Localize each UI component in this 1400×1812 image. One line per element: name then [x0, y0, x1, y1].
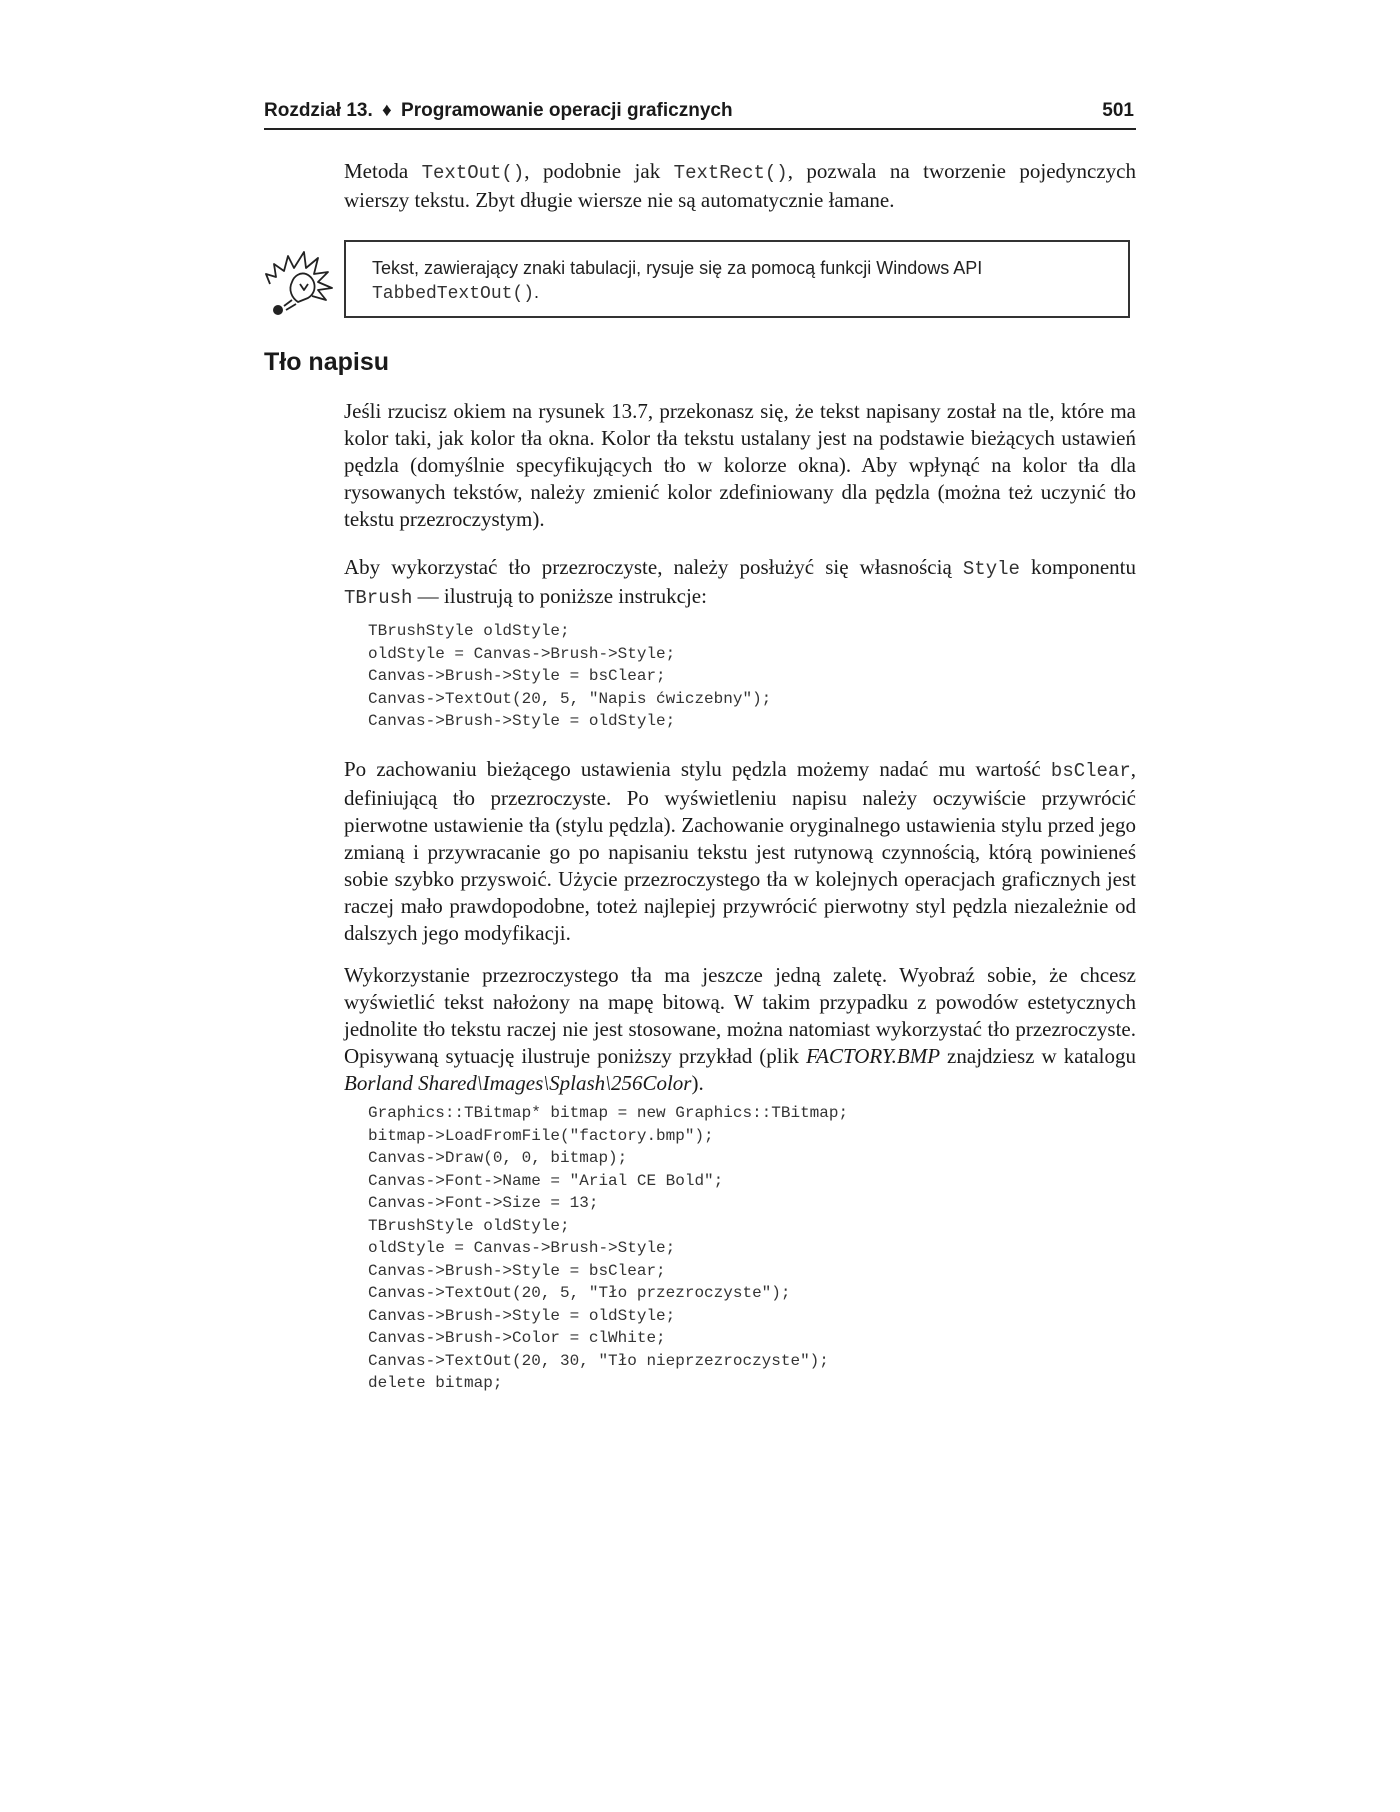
chapter-name: Programowanie operacji graficznych — [401, 100, 733, 121]
para4-text-a: Po zachowaniu bieżącego ustawienia stylu pędzla możemy nadać mu wartość — [344, 757, 1051, 781]
para4-text-b: , definiującą tło przezroczyste. Po wyświetleniu napisu należy oczywiście przywrócić pierwotne ustawienie tła (stylu pędzla). Zachowanie oryginalnego ustawienia stylu przed jego zmianą i przywracanie go po napisaniu tekstu jest rutynową czynnością, którą powinieneś sobie szybko przyswoić. Użycie przezroczystego tła w kolejnych operacjach graficznych jest raczej mało prawdopodobne, toteż najlepiej przywrócić pierwotny styl pędzla niezależnie od dalszych jego modyfikacji. — [344, 757, 1136, 945]
paragraph-transparent-style — [344, 554, 1136, 612]
intro-text-a: Metoda — [344, 159, 422, 183]
light-bulb-icon — [262, 244, 336, 318]
code-line: Canvas->TextOut(20, 30, "Tło nieprzezroczyste"); — [368, 1351, 829, 1370]
chapter-title — [264, 100, 733, 122]
intro-paragraph — [344, 158, 1136, 214]
paragraph-bsclear — [344, 756, 1136, 947]
code-block-brush-style — [368, 620, 771, 733]
inline-code-tbrush: TBrush — [344, 587, 413, 609]
para5-text-c: ). — [691, 1071, 704, 1095]
filename-factory: FACTORY.BMP — [806, 1044, 941, 1068]
code-line: oldStyle = Canvas->Brush->Style; — [368, 644, 676, 663]
code-line: Canvas->Draw(0, 0, bitmap); — [368, 1149, 628, 1167]
paragraph-bitmap-example — [344, 962, 1136, 1097]
para3-text-b: komponentu — [1019, 555, 1137, 579]
code-line: delete bitmap; — [368, 1374, 503, 1392]
diamond-separator: ♦ — [382, 100, 392, 121]
code-line: Canvas->TextOut(20, 5, "Napis ćwiczebny"); — [368, 689, 772, 708]
tip-inline-code: TabbedTextOut() — [372, 284, 535, 304]
para3-text-c: — ilustrują to poniższe instrukcje: — [412, 584, 707, 608]
code-line: Canvas->Brush->Style = oldStyle; — [368, 712, 676, 730]
code-line: Graphics::TBitmap* bitmap = new Graphics::TBitmap; — [368, 1104, 849, 1122]
section-heading: Tło napisu — [264, 348, 389, 376]
code-line: Canvas->TextOut(20, 5, "Tło przezroczyste"); — [368, 1284, 791, 1302]
inline-code-style: Style — [962, 558, 1020, 580]
tip-text-end: . — [534, 282, 540, 302]
code-line: oldStyle = Canvas->Brush->Style; — [368, 1239, 676, 1257]
inline-code-textout: TextOut() — [421, 162, 525, 184]
folder-path: Borland Shared\Images\Splash\256Color — [344, 1071, 692, 1095]
code-line: TBrushStyle oldStyle; — [368, 622, 570, 640]
code-block-bitmap — [368, 1102, 848, 1395]
intro-text-c: , pozwala na tworzenie pojedynczych wierszy tekstu. Zbyt długie wiersze nie są automatycznie łamane. — [344, 159, 1136, 212]
para5-text-b: znajdziesz w katalogu — [940, 1044, 1137, 1068]
tip-text: Tekst, zawierający znaki tabulacji, rysuje się za pomocą funkcji Windows API — [372, 258, 983, 278]
inline-code-bsclear: bsClear — [1050, 760, 1131, 782]
page-number: 501 — [1102, 100, 1134, 121]
chapter-number: Rozdział 13. — [264, 100, 373, 121]
code-line: Canvas->Brush->Style = bsClear; — [368, 667, 666, 685]
page-header — [264, 98, 1136, 130]
para5-text-a: Wykorzystanie przezroczystego tła ma jeszcze jedną zaletę. Wyobraź sobie, że chcesz wyświetlić tekst nałożony na mapę bitową. W takim przypadku z powodów estetycznych jednolite tło tekstu raczej nie jest stosowane, można natomiast wykorzystać tło przezroczyste. Opisywaną sytuację ilustruje poniższy przykład (plik — [344, 963, 1136, 1068]
paragraph-background: Jeśli rzucisz okiem na rysunek 13.7, przekonasz się, że tekst napisany został na tle, które ma kolor taki, jak kolor tła okna. Kolor tła tekstu ustalany jest na podstawie bieżących ustawień pędzla (domyślnie specyfikujących tło w kolorze okna). Aby wpłynąć na kolor tła dla rysowanych tekstów, należy zmienić kolor zdefiniowany dla pędzla (można też uczynić tło tekstu przezroczystym). — [344, 399, 1136, 531]
intro-text-b: , podobnie jak — [524, 159, 674, 183]
code-line: bitmap->LoadFromFile("factory.bmp"); — [368, 1126, 714, 1145]
para3-text-a: Aby wykorzystać tło przezroczyste, należy posłużyć się własnością — [344, 555, 963, 579]
code-line: TBrushStyle oldStyle; — [368, 1216, 570, 1235]
code-line: Canvas->Font->Name = "Arial CE Bold"; — [368, 1171, 724, 1190]
tip-box — [344, 240, 1130, 318]
code-line: Canvas->Brush->Color = clWhite; — [368, 1329, 666, 1347]
inline-code-textrect: TextRect() — [673, 162, 788, 184]
code-line: Canvas->Brush->Style = bsClear; — [368, 1261, 666, 1280]
code-line: Canvas->Font->Size = 13; — [368, 1194, 599, 1212]
code-line: Canvas->Brush->Style = oldStyle; — [368, 1306, 676, 1325]
